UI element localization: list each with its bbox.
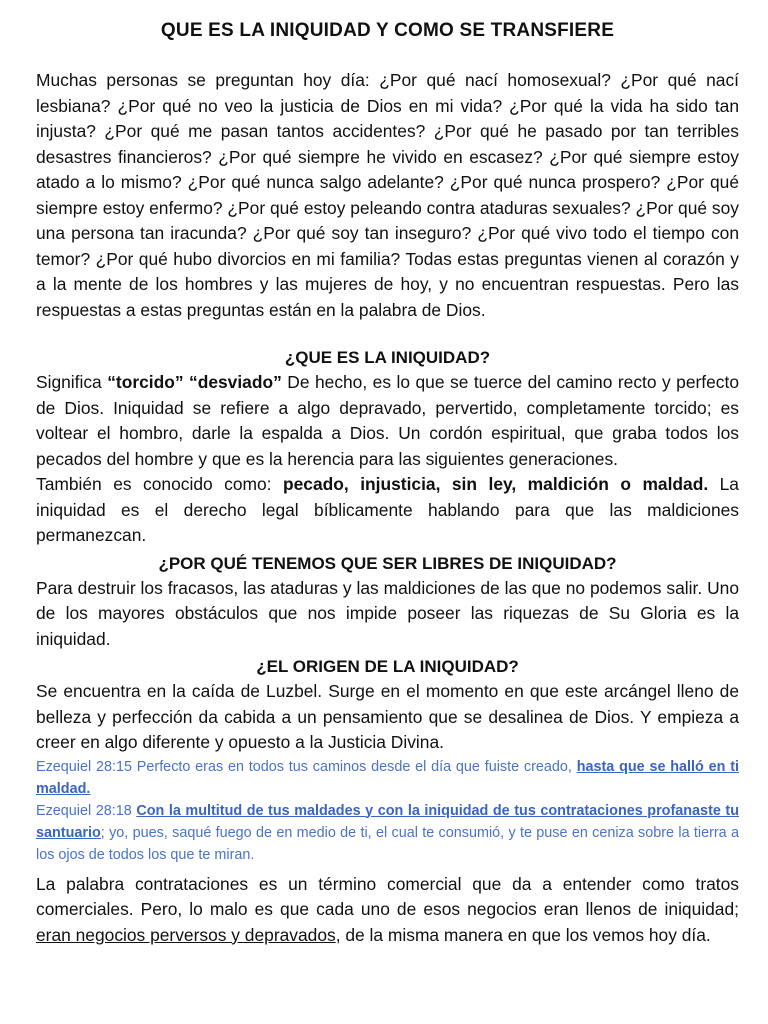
synonyms-bold-terms: pecado, injusticia, sin ley, maldición o maldad. <box>283 474 709 494</box>
verse2-reference: Ezequiel 28:18 <box>36 802 137 819</box>
verse2-text: ; yo, pues, saqué fuego de en medio de ti, el cual te consumió, y te puse en ceniza sobre la tierra a los ojos de todos los que te miran. <box>36 824 739 863</box>
spacer <box>36 323 739 345</box>
heading-origen-iniquidad: ¿EL ORIGEN DE LA INIQUIDAD? <box>256 657 519 676</box>
contrataciones-underlined: eran negocios perversos y depravados <box>36 924 336 945</box>
definition-paragraph <box>36 370 739 472</box>
contrataciones-text-end: , de la misma manera en que los vemos hoy día. <box>335 924 711 945</box>
definition-text-end: De hecho, es lo que se tuerce del camino recto y perfecto de Dios. Iniquidad se refiere a algo depravado, pervertido, completamente torcido; es voltear el hombro, darle la espalda a Dios. Un cordón espiritual, que graba todos los pecados del hombre y que es la herencia para las siguientes generaciones. <box>36 372 739 469</box>
synonyms-paragraph <box>36 472 739 549</box>
document-page <box>36 20 739 948</box>
synonyms-text-start: También es conocido como: <box>36 474 283 494</box>
verse1-text: Ezequiel 28:15 Perfecto eras en todos tus caminos desde el día que fuiste creado, <box>36 758 577 775</box>
verse1-emphasis: hasta que se halló en ti maldad. <box>36 758 739 797</box>
verse-ezequiel-28-18 <box>36 800 739 866</box>
origin-paragraph: Se encuentra en la caída de Luzbel. Surge en el momento en que este arcángel lleno de belleza y perfección da cabida a un pensamiento que se desalinea de Dios. Y empieza a creer en algo diferente y opuesto a la Justicia Divina. <box>36 681 739 752</box>
synonyms-text-end: La iniquidad es el derecho legal bíblicamente hablando para que las maldiciones permanezcan. <box>36 474 739 545</box>
heading-que-es-la-iniquidad: ¿QUE ES LA INIQUIDAD? <box>284 348 491 367</box>
intro-paragraph: Muchas personas se preguntan hoy día: ¿Por qué nací homosexual? ¿Por qué nací lesbiana? ¿Por qué no veo la justicia de Dios en mi vida? ¿Por qué la vida ha sido tan injusta? ¿Por qué me pasan tantos accidentes? ¿Por qué he pasado por tan terribles desastres financieros? ¿Por qué siempre he vivido en escasez? ¿Por qué siempre estoy atado a lo mismo? ¿Por qué nunca salgo adelante? ¿Por qué nunca prospero? ¿Por qué siempre estoy enfermo? ¿Por qué estoy peleando contra ataduras sexuales? ¿Por qué soy una persona tan iracunda? ¿Por qué soy tan inseguro? ¿Por qué vivo todo el tiempo con temor? ¿Por qué hubo divorcios en mi familia? Todas estas preguntas vienen al corazón y a la mente de los hombres y las mujeres de hoy, y no encuentran respuestas. Pero las respuestas a estas preguntas están en la palabra de Dios. <box>36 70 739 320</box>
liberation-paragraph: Para destruir los fracasos, las ataduras y las maldiciones de las que no podemos salir. Uno de los mayores obstáculos que nos impide poseer las riquezas de Su Gloria es la iniquidad. <box>36 577 739 649</box>
document-title: QUE ES LA INIQUIDAD Y COMO SE TRANSFIERE <box>160 20 615 41</box>
verse-ezequiel-28-15 <box>36 756 739 800</box>
contrataciones-text-start: La palabra contrataciones es un término comercial que da a entender como tratos comerciales. Pero, lo malo es que cada uno de esos negocios eran llenos de iniquidad; <box>36 873 739 919</box>
verse2-emphasis: Con la multitud de tus maldades y con la iniquidad de tus contrataciones profanaste tu santuario <box>36 802 739 841</box>
heading-por-que-libres: ¿POR QUÉ TENEMOS QUE SER LIBRES DE INIQUIDAD? <box>158 553 617 573</box>
contrataciones-paragraph <box>36 872 739 949</box>
definition-bold-terms: “torcido” “desviado” <box>107 372 282 392</box>
definition-text-start: Significa <box>36 372 108 392</box>
